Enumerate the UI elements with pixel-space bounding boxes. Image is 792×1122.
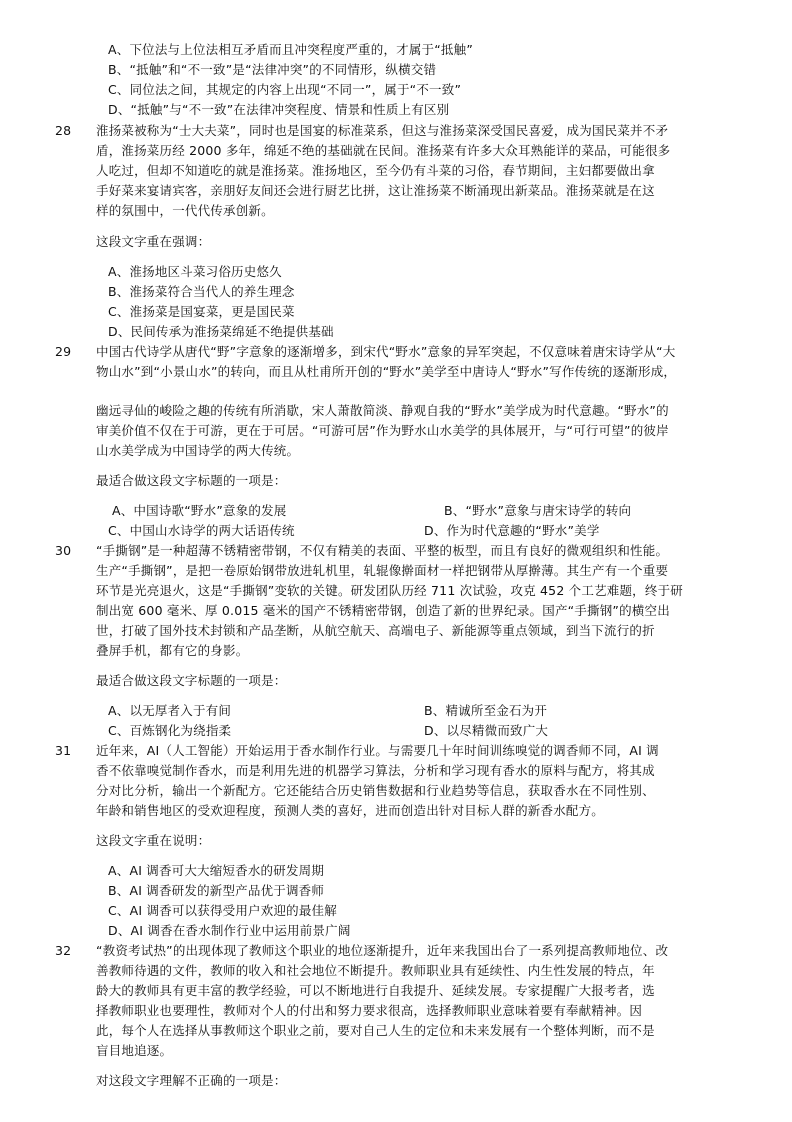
- q30-number: 30: [55, 543, 72, 558]
- q32-number: 32: [55, 943, 72, 958]
- q30-passage-line: “手撕钢”是一种超薄不锈精密带钢，不仅有精美的表面、平整的板型，而且有良好的微观组织和性能。: [96, 543, 669, 558]
- q31-option-d: D、AI 调香在香水制作行业中运用前景广阔: [108, 923, 351, 938]
- q29-passage-line: 审美价值不仅在于可游，更在于可居。“可游可居”作为野水山水美学的具体展开，与“可行可望”的彼岸: [96, 423, 669, 438]
- q30-option-d: D、以尽精微而致广大: [424, 723, 549, 738]
- q28-passage-line: 人吃过，但却不知道吃的就是淮扬菜。淮扬地区，至今仍有斗菜的习俗，春节期间，主妇都要做出拿: [96, 163, 655, 178]
- q32-passage-line: 盲目地追逐。: [96, 1043, 173, 1058]
- q32-question: 对这段文字理解不正确的一项是：: [96, 1073, 287, 1088]
- q30-passage-line: 制出宽 600 毫米、厚 0.015 毫米的国产不锈精密带钢，创造了新的世界纪录。国产“手撕钢”的横空出: [96, 603, 670, 618]
- q30-option-c: C、百炼钢化为绕指柔: [108, 723, 232, 738]
- q29-option-c: C、中国山水诗学的两大话语传统: [108, 523, 295, 538]
- q27-option-a: A、下位法与上位法相互矛盾而且冲突程度严重的，才属于“抵触”: [108, 42, 474, 57]
- q29-passage-line: 山水美学成为中国诗学的两大传统。: [96, 443, 300, 458]
- q31-passage-line: 近年来，AI（人工智能）开始运用于香水制作行业。与需要几十年时间训练嗅觉的调香师不同，AI 调: [96, 743, 659, 758]
- q27-option-d: D、“抵触”与“不一致”在法律冲突程度、情景和性质上有区别: [108, 102, 450, 117]
- q31-option-b: B、AI 调香研发的新型产品优于调香师: [108, 883, 325, 898]
- q32-passage-line: 择教师职业也要理性，教师对个人的付出和努力要求很高，选择教师职业意味着要有奉献精神。因: [96, 1003, 643, 1018]
- q28-passage-line: 手好菜来宴请宾客，亲朋好友间还会进行厨艺比拼，这让淮扬菜不断涌现出新菜品。淮扬菜就是在这: [96, 183, 655, 198]
- q29-passage-line: 幽远寻仙的峻险之趣的传统有所消歇，宋人萧散简淡、静观自我的“野水”美学成为时代意趣。“野水”的: [96, 403, 669, 418]
- q28-number: 28: [55, 123, 72, 138]
- q28-passage-line: 盾，淮扬菜历经 2000 多年，绵延不绝的基础就在民间。淮扬菜有许多大众耳熟能详的菜品，可能很多: [96, 143, 671, 158]
- q32-passage-line: 龄大的教师具有更丰富的教学经验，可以不断地进行自我提升、延续发展。专家提醒广大报考者，选: [96, 983, 655, 998]
- q31-passage-line: 香不依靠嗅觉制作香水，而是利用先进的机器学习算法，分析和学习现有香水的原料与配方，将其成: [96, 763, 655, 778]
- q31-question: 这段文字重在说明：: [96, 833, 211, 848]
- q29-passage-line: 中国古代诗学从唐代“野”字意象的逐渐增多，到宋代“野水”意象的异军突起，不仅意味着唐宋诗学从“大: [96, 344, 676, 359]
- q28-option-d: D、民间传承为淮扬菜绵延不绝提供基础: [108, 324, 334, 339]
- q30-passage-line: 生产“手撕钢”，是把一卷原始钢带放进轧机里，轧辊像擀面材一样把钢带从厚擀薄。其生产有一个重要: [96, 563, 669, 578]
- q30-question: 最适合做这段文字标题的一项是：: [96, 673, 287, 688]
- q29-option-d: D、作为时代意趣的“野水”美学: [424, 523, 600, 538]
- q27-option-c: C、同位法之间，其规定的内容上出现“不同一”，属于“不一致”: [108, 82, 462, 97]
- q28-option-a: A、淮扬地区斗菜习俗历史悠久: [108, 264, 282, 279]
- q31-passage-line: 年龄和销售地区的受欢迎程度，预测人类的喜好，进而创造出针对目标人群的新香水配方。: [96, 803, 605, 818]
- q30-option-a: A、以无厚者入于有间: [108, 703, 232, 718]
- q29-question: 最适合做这段文字标题的一项是：: [96, 473, 287, 488]
- q30-passage-line: 环节是光亮退火，这是“手撕钢”变软的关键。研发团队历经 711 次试验，攻克 452 个工艺难题，终于研: [96, 583, 683, 598]
- q28-option-c: C、淮扬菜是国宴菜，更是国民菜: [108, 304, 295, 319]
- q30-passage-line: 世，打破了国外技术封锁和产品垄断，从航空航天、高端电子、新能源等重点领域，到当下流行的折: [96, 623, 655, 638]
- q29-option-b: B、“野水”意象与唐宋诗学的转向: [444, 503, 632, 518]
- q31-option-c: C、AI 调香可以获得受用户欢迎的最佳解: [108, 903, 337, 918]
- q28-passage-line: 淮扬菜被称为“士大夫菜”，同时也是国宴的标准菜系，但这与淮扬菜深受国民喜爱，成为国民菜并不矛: [96, 123, 669, 138]
- q30-option-b: B、精诚所至金石为开: [424, 703, 548, 718]
- q31-passage-line: 分对比分析，输出一个新配方。它还能结合历史销售数据和行业趋势等信息，获取香水在不同性别、: [96, 783, 655, 798]
- q31-number: 31: [55, 743, 72, 758]
- q32-passage-line: “教资考试热”的出现体现了教师这个职业的地位逐渐提升，近年来我国出台了一系列提高教师地位、改: [96, 943, 669, 958]
- q31-option-a: A、AI 调香可大大缩短香水的研发周期: [108, 863, 325, 878]
- q30-passage-line: 叠屏手机，都有它的身影。: [96, 643, 249, 658]
- q32-passage-line: 善教师待遇的文件，教师的收入和社会地位不断提升。教师职业具有延续性、内生性发展的特点，年: [96, 963, 655, 978]
- q29-number: 29: [55, 344, 72, 359]
- q29-passage-line: 物山水”到“小景山水”的转向，而且从杜甫所开创的“野水”美学至中唐诗人“野水”写作传统的逐渐形成，: [96, 364, 677, 379]
- q28-question: 这段文字重在强调：: [96, 234, 211, 249]
- q32-passage-line: 此，每个人在选择从事教师这个职业之前，要对自己人生的定位和未来发展有一个整体判断，而不是: [96, 1023, 655, 1038]
- q29-option-a: A、中国诗歌“野水”意象的发展: [112, 503, 287, 518]
- q28-option-b: B、淮扬菜符合当代人的养生理念: [108, 284, 295, 299]
- q27-option-b: B、“抵触”和“不一致”是“法律冲突”的不同情形，纵横交错: [108, 62, 437, 77]
- q28-passage-line: 样的氛围中，一代代传承创新。: [96, 203, 274, 218]
